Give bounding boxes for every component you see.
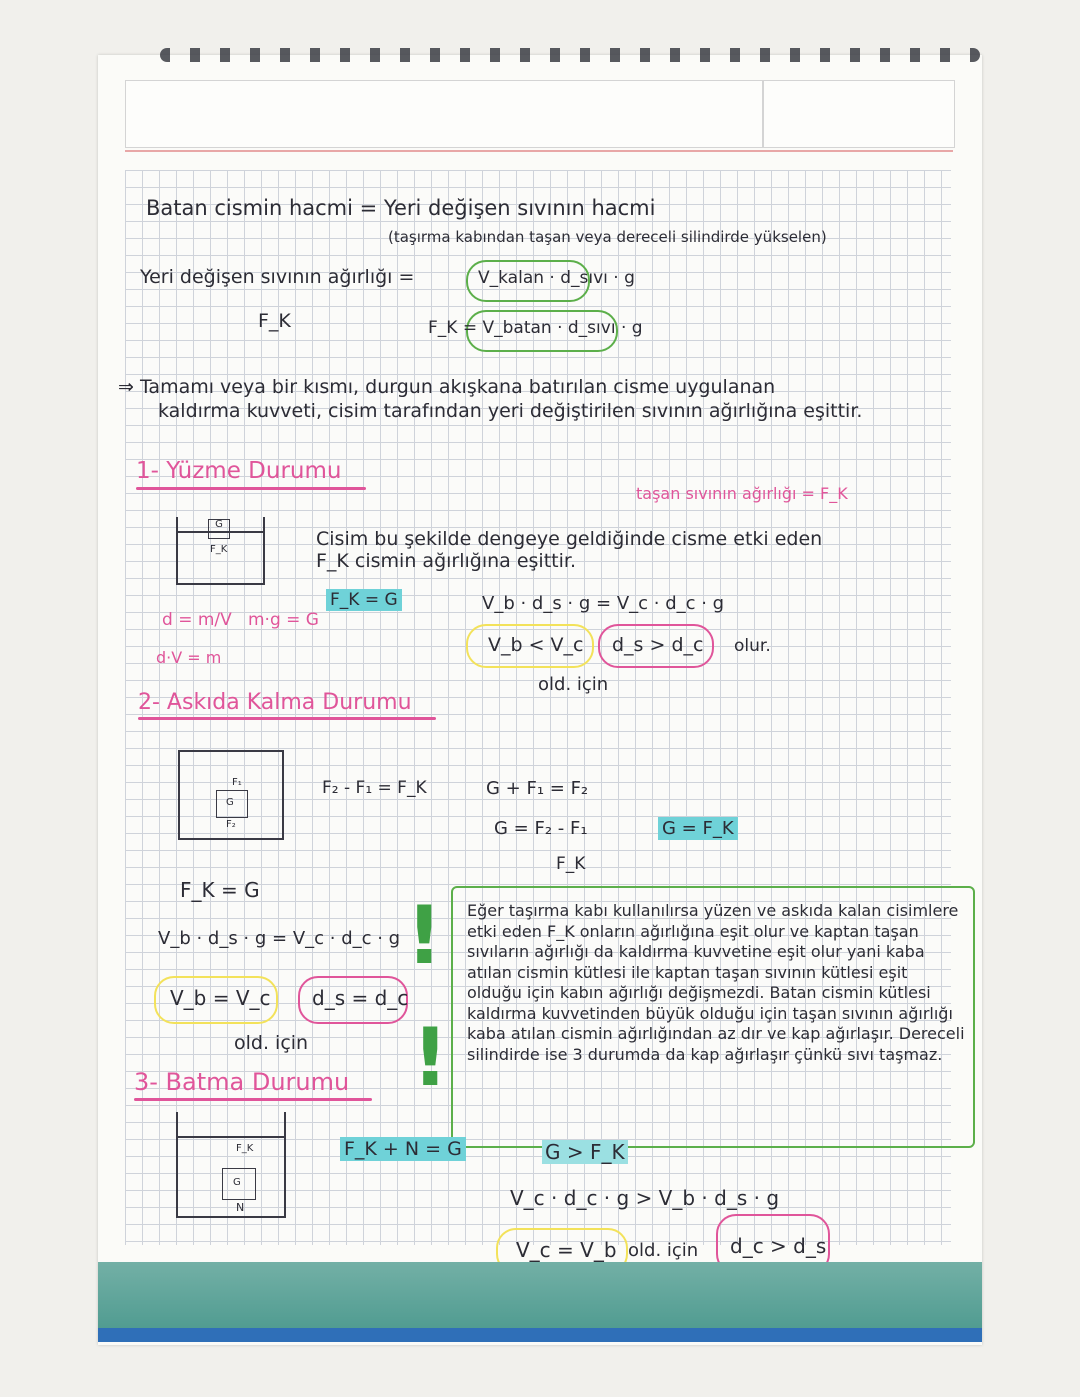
s1-since: old. için: [538, 674, 609, 695]
section3-underline: [134, 1098, 372, 1101]
s2-since: old. için: [234, 1032, 309, 1054]
spiral-binding: [160, 48, 980, 62]
beaker-floating: [176, 517, 265, 585]
s1-eq-main: V_b · d_s · g = V_c · d_c · g: [482, 593, 725, 614]
s2-eq2: G + F₁ = F₂: [486, 778, 589, 799]
s3-fk-arrow: F_K: [236, 1143, 254, 1154]
header-divider: [762, 80, 764, 148]
section1-underline: [136, 487, 366, 490]
section1-title: 1- Yüzme Durumu: [136, 458, 342, 484]
margin-line: [125, 150, 953, 152]
principle-line1: ⇒ Tamamı veya bir kısmı, durgun akışkana batırılan cisme uygulanan: [118, 376, 776, 398]
s2-eq4: F_K = G: [180, 878, 260, 902]
s2-g-label: G: [226, 797, 234, 808]
header-box: [125, 80, 955, 148]
s2-eq5: V_b · d_s · g = V_c · d_c · g: [158, 928, 401, 949]
s2-f2-arrow: F₂: [226, 819, 236, 830]
s1-text1: Cisim bu şekilde dengeye geldiğinde cisme etki eden: [316, 528, 823, 550]
s1-side2: m·g = G: [248, 610, 319, 630]
overflow-note: taşan sıvının ağırlığı = F_K: [636, 484, 848, 503]
section3-title: 3- Batma Durumu: [134, 1068, 350, 1096]
exclamation-2: !: [412, 1011, 449, 1104]
floating-fk-arrow: F_K: [210, 544, 228, 555]
s1-eq-highlight: F_K = G: [326, 589, 402, 611]
s3-eq-highlight: F_K + N = G: [340, 1137, 466, 1161]
floating-object: G: [208, 519, 230, 539]
s3-eq3: V_c · d_c · g > V_b · d_s · g: [510, 1186, 780, 1210]
bottom-tab-band: [98, 1262, 982, 1332]
intro-formula-a: V_kalan · d_sıvı · g: [478, 268, 635, 288]
s1-side1: d = m/V: [162, 610, 232, 630]
intro-line1-note: (taşırma kabından taşan veya dereceli silindirde yükselen): [388, 228, 827, 246]
s2-result-d: d_s = d_c: [312, 986, 409, 1010]
s2-result-v: V_b = V_c: [170, 986, 271, 1010]
note-text: Eğer taşırma kabı kullanılırsa yüzen ve askıda kalan cisimlere etki eden F_K onların ağırlığına eşit olur ve kaptan taşan sıvıların ağırlığı da kaldırma kuvvetine eşit olur yani kaba atılan cismin kütlesi ile kaptan taşan sıvının kütlesi eşit olduğu için kabın ağırlığı değişmezdi. Batan cismin kütlesi kaldırma kuvvetinden büyük olduğu için taşan sıvının ağırlığı kaba atılan cismin ağırlığından az dır ve kap ağırlaşır. Dereceli silindirde ise 3 durumda da kap ağırlaşır çünkü sıvı taşmaz.: [467, 901, 965, 1064]
intro-line1: Batan cismin hacmi = Yeri değişen sıvının hacmi: [146, 196, 656, 220]
bottom-blue-strip: [98, 1328, 982, 1342]
intro-line2: Yeri değişen sıvının ağırlığı =: [140, 266, 415, 288]
intro-formula-b: F_K = V_batan · d_sıvı · g: [428, 318, 643, 338]
section2-title: 2- Askıda Kalma Durumu: [138, 690, 412, 715]
sinking-object: [222, 1168, 256, 1200]
s3-since: old. için: [628, 1240, 699, 1261]
s3-eq2: G > F_K: [542, 1140, 628, 1164]
s2-f1-arrow: F₁: [232, 777, 242, 788]
s3-n-arrow: N: [236, 1201, 245, 1214]
suspended-object: [216, 790, 248, 818]
s3-result-d: d_c > d_s: [730, 1234, 827, 1258]
section2-underline: [138, 717, 436, 720]
s2-eq1: F₂ - F₁ = F_K: [322, 778, 427, 798]
s2-eq3: G = F₂ - F₁: [494, 818, 588, 839]
exclamation-1: !: [406, 889, 443, 982]
s3-g-label: G: [233, 1177, 241, 1188]
beaker-suspended: [178, 750, 284, 840]
s2-eq3-under: F_K: [556, 854, 586, 874]
s2-eq-highlight: G = F_K: [658, 817, 738, 840]
s3-result-v: V_c = V_b: [516, 1238, 617, 1262]
intro-fk-label: F_K: [258, 310, 291, 332]
s1-text2: F_K cismin ağırlığına eşittir.: [316, 550, 576, 572]
principle-line2: kaldırma kuvveti, cisim tarafından yeri değiştirilen sıvının ağırlığına eşittir.: [158, 400, 863, 422]
beaker-sinking: [176, 1112, 286, 1218]
s1-side3: d·V = m: [156, 648, 222, 667]
s1-result-d: d_s > d_c: [612, 634, 704, 656]
s1-result-suffix: olur.: [734, 636, 771, 656]
s1-result-v: V_b < V_c: [488, 634, 584, 656]
